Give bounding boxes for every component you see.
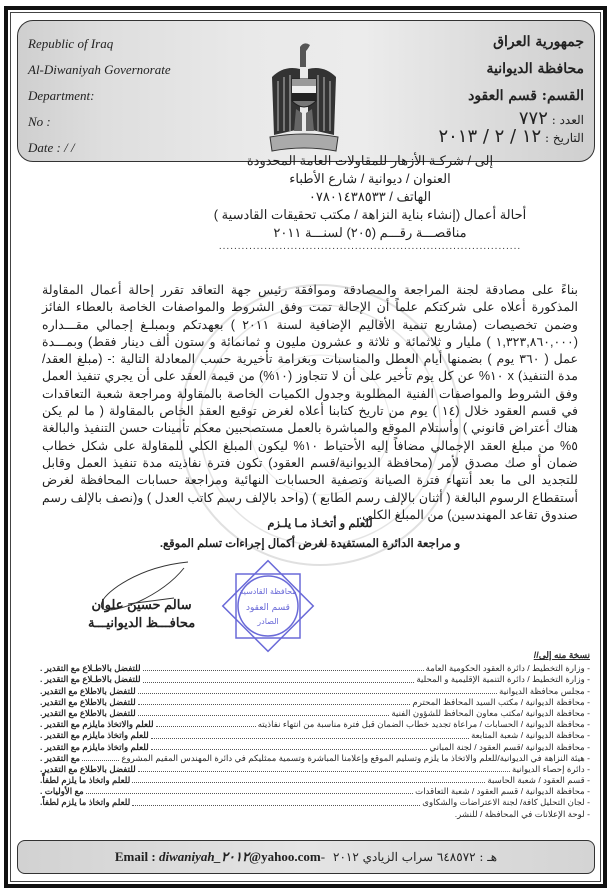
copy-recipient-row <box>40 753 590 764</box>
copy-recipient: - مجلس محافظة الديوانية <box>499 685 590 696</box>
number-label-en: No : <box>28 114 51 129</box>
footer-arabic: هـ : ٦٤٨٥٧٢ سراب الزيادي ٢٠١٢ <box>333 850 498 864</box>
copy-recipient-row <box>40 686 590 697</box>
date-row <box>438 128 584 146</box>
copy-action: للتفضل بالاطلاع مع التقدير. <box>40 685 136 696</box>
dotted-leader <box>156 719 256 727</box>
country-ar: جمهورية العراق <box>493 34 584 50</box>
stamp-line-3: الصادر <box>257 617 279 626</box>
signature-block <box>88 596 195 632</box>
iraq-eagle-emblem-icon <box>264 39 344 157</box>
stamp-line-1: محافظة القادسية <box>239 587 297 596</box>
tender-line: مناقصـــة رقـــم (٢٠٥) لسنـــة ٢٠١١ <box>273 225 467 240</box>
copy-action: للعلم واتخاذ ما يلزم لطفاً. <box>40 775 131 786</box>
copy-action: مع التقدير . <box>40 752 80 763</box>
copy-action: للتفضل بالاطلاع مع التقدير. <box>40 763 136 774</box>
copy-recipient: - هيئة النزاهة في الديوانية/للعلم والاتخاذ ما يلزم وتسليم الموقع وإعلامنا المباشرة وتسمية ممثليكم في دائرة المهندس المقيم المشروع <box>121 752 590 763</box>
dotted-leader <box>138 697 411 705</box>
copy-recipient: - لجان التحليل كافة/ لجنة الاعتراضات والشكاوى <box>422 797 590 808</box>
copy-action: مع الأوليات . <box>40 786 84 797</box>
dotted-leader <box>86 786 413 794</box>
copies-rows <box>40 663 590 820</box>
copy-recipient: - وزارة التخطيط / دائرة العقود الحكومية العامة <box>425 663 590 674</box>
copy-recipient: - محافظة الديوانية /مكتب معاون المحافظ للشؤون الفنية <box>391 707 590 718</box>
copy-recipient-row <box>40 730 590 741</box>
date-value: ١٢ / ٢ / ٢٠١٣ <box>438 126 542 147</box>
number-value: ٧٧٢ <box>518 108 548 129</box>
dotted-leader <box>143 674 415 682</box>
copy-recipient: - محافظة الديوانية /قسم العقود / لجنة المباني <box>429 741 590 752</box>
governorate-ar: محافظة الديوانية <box>486 61 584 77</box>
country-en: Republic of Iraq <box>28 36 114 51</box>
copies-list <box>40 650 590 820</box>
copy-action: للعلم واتخاذ مايلزم مع التقدير . <box>40 741 149 752</box>
addressee-block <box>150 152 590 252</box>
closing-block <box>42 516 578 550</box>
stamp-line-2: قسم العقود <box>246 603 290 613</box>
addressee-address: العنوان / ديوانية / شارع الأطباء <box>289 171 451 186</box>
copy-recipient: - محافظة الديوانية / قسم العقود / شعبة التعاقدات <box>415 786 590 797</box>
dotted-leader <box>151 730 469 738</box>
governorate-en: Al-Diwaniyah Governorate <box>28 62 171 77</box>
copy-recipient-row <box>40 775 590 786</box>
copy-action: للتفضل بالاطـلاع مع التقدير . <box>40 663 141 674</box>
signatory-title: محافـــظ الديوانيـــة <box>88 615 196 630</box>
copy-recipient-row <box>40 674 590 685</box>
body-paragraph: بناءً على مصادقة لجنة المراجعة والمصادقة وموافقة رئيس جهة التعاقد تقرر إحالة أعمال المقاولة المذكورة أعلاه على شركتكم علماً أن الإحالة تمت وفق الشروط والمواصفات الخاصة بالعطاء الفائز وضمن تخصيصات (مشاريع تنمية الأقاليم الإضافية لسنة ٢٠١١ ) بعهدتكم وبمبلـغ إجمالي مقـــداره (١,٣٢٣,٨٦٠,٠٠٠ ) مليار و ثلاثمائة و ثلاثة و عشرون مليون و ثمانمائة و ستون ألف دينار فقط) وبمـــدة عمل ( ٣٦٠ يوم ) بضمنها أيام العطل والمناسبات وبغرامة تأخيرية حسب المعادلة التالية :- (مبلغ العقد/ مدة التنفيذ) x ١٠% عن كل يوم تأخير على أن لا تتجاوز (١٠%) من قيمة العقد على أن يجري تنفيذ العمل وفق الشروط والمواصفات الفنية المطلوبة وجدول الكميات الخاصة بالمقاولة ومراجعة شعبة التعاقدات في قسم العقود خلال (١٤ ) يوم من تاريخ كتابنا أعلاه لغرض توقيع العقد الخاص بالمقاولة ( ما لم يكن هناك أعتراض قانوني ) وأستلام الموقع والمباشرة بالعمل مستصحبين معكم تأمينات حسن التنفيذ والبالغة ٥% من مبلغ العقد الإجمالي مضافاً إليه الأحتياط ١٠% ليكون المبلغ الكلي للمقاولة على شكل خطاب ضمان أو صك مصدق لأمر (محافظة الديوانية/قسم العقود) تكون فترة نفاذيته مدة تنفيذ العمل وقابل للتجديد الى ما بعد أنتهاء فترة الصيانة وتصفية الحسابات النهائية ومراجعة حسابات المحافظة لغرض أستقطاع الرسوم البالغة ( أثنان بالإلف رسم الطابع ) (واحد بالإلف رسم كاتب العدل ) و(نصف بالإلف رسم صندوق تقاعد المهندسين) من المبلغ الكلي. <box>42 283 579 522</box>
date-label-ar: التاريخ : <box>544 131 584 145</box>
copy-action: للتفضل بالاطلاع مع التقدير. <box>40 696 136 707</box>
dotted-divider: ................................................................................ <box>218 241 522 252</box>
copy-recipient-row <box>40 663 590 674</box>
copy-recipient-row <box>40 809 590 820</box>
dotted-leader <box>138 686 497 694</box>
copy-action: للتفضل بالاطلاع مع التقدير. <box>40 707 136 718</box>
copy-recipient-row <box>40 708 590 719</box>
copy-recipient: - دائرة إحصاء الديوانية <box>511 763 590 774</box>
official-stamp-icon <box>218 556 318 656</box>
email-user: diwaniyah_٢٠١٢ <box>158 849 250 864</box>
copy-recipient-row <box>40 786 590 797</box>
copy-recipient-row <box>40 719 590 730</box>
copy-action: للعلم واتخاذ مايلزم مع التقدير . <box>40 730 149 741</box>
copies-title: نسخة منه إلى// <box>533 650 590 660</box>
date-label-en: Date : / / <box>28 140 75 155</box>
footer-contact <box>17 840 595 874</box>
subject-line: أحالة أعمال (إنشاء بناية النزاهة / مكتب تحقيقات القادسية ) <box>213 207 527 222</box>
closing-line-1: للعلم و أتخـاذ مـا يلـزم <box>267 518 373 530</box>
copy-action: للعلم والاتخاذ مايلزم مع التقدير . <box>40 719 154 730</box>
department-ar: القسم: قسم العقود <box>468 88 584 104</box>
copy-recipient: - محافظة الديوانية / مكتب السيد المحافظ المحترم <box>412 696 590 707</box>
number-label-ar: العدد : <box>551 113 584 127</box>
dotted-leader <box>82 753 119 761</box>
copy-recipient-row <box>40 764 590 775</box>
copy-recipient: - محافظة الديوانية / الحسابات / مراعاة تجديد خطاب الضمان قبل فترة مناسبة من انتهاء نفاذيته <box>257 719 590 730</box>
letterhead-english <box>28 31 171 161</box>
addressee-to: إلى / شركـة الأزهار للمقاولات العامة المحدودة <box>246 153 494 168</box>
copy-recipient-row <box>40 797 590 808</box>
copy-action: للتفضل بالاطـلاع مع التقدير . <box>40 674 141 685</box>
department-label-en: Department: <box>28 88 95 103</box>
dotted-leader <box>138 764 510 772</box>
footer-separator: - <box>320 849 326 864</box>
copy-recipient: - وزارة التخطيط / دائرة التنمية الإقليمية و المحلية <box>416 674 590 685</box>
copy-recipient-row <box>40 742 590 753</box>
copy-action: للعلم واتخاذ ما يلزم لطفاً. <box>40 797 131 808</box>
dotted-leader <box>151 742 428 750</box>
copy-recipient: - قسم العقود / شعبة الحاسبة <box>487 775 590 786</box>
copy-recipient: - لوحة الإعلانات في المحافظة / للنشر. <box>454 808 590 819</box>
email-label: Email : <box>114 849 156 864</box>
letterhead-arabic <box>438 29 584 146</box>
copy-recipient: - محافظة الديوانية / شعبة المتابعة <box>471 730 590 741</box>
dotted-leader <box>138 708 390 716</box>
signatory-name: سالم حسين علوان <box>91 597 192 612</box>
letterhead <box>17 20 595 162</box>
closing-line-2: و مراجعة الدائرة المستفيدة لغرض أكمال إجراءات تسلم الموقع. <box>159 538 461 550</box>
addressee-phone: الهاتف / ٠٧٨٠١٤٣٨٥٣٣ <box>308 189 432 204</box>
dotted-leader <box>132 775 485 783</box>
dotted-leader <box>143 663 424 671</box>
copy-recipient-row <box>40 697 590 708</box>
dotted-leader <box>132 797 420 805</box>
email-domain: @yahoo.com <box>249 849 321 864</box>
